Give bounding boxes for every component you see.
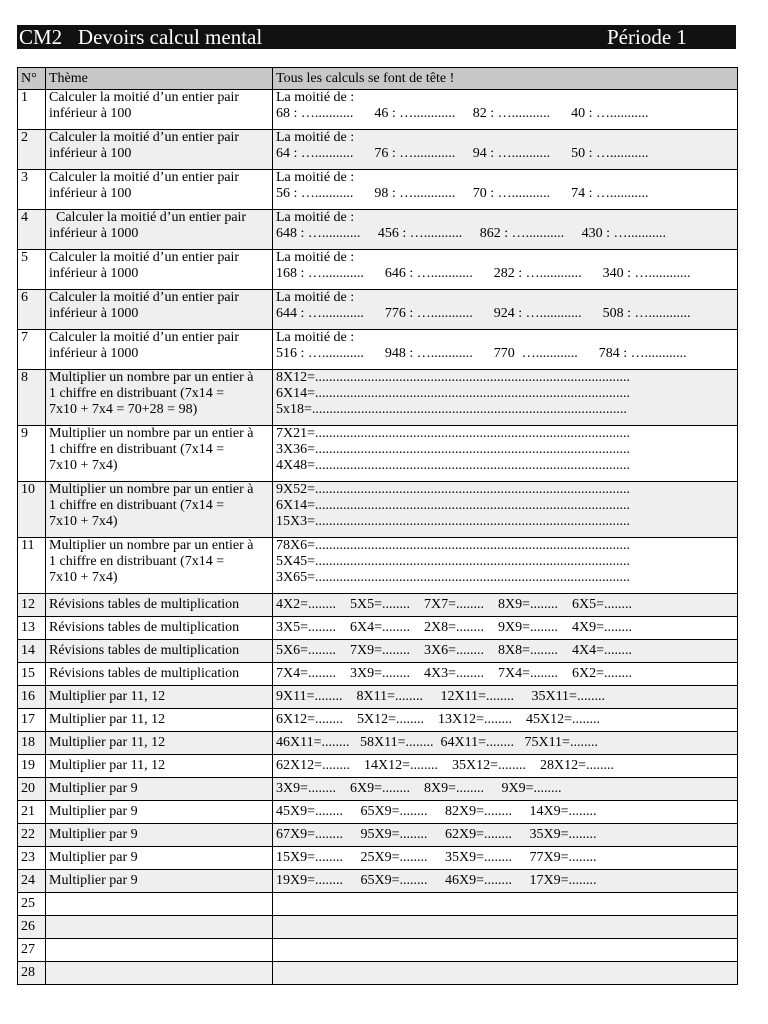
row-number: 18 xyxy=(18,732,46,755)
row-number: 20 xyxy=(18,778,46,801)
table-row xyxy=(18,250,738,290)
table-row xyxy=(18,640,738,663)
table-header-row xyxy=(18,68,738,90)
table-row xyxy=(18,170,738,210)
table-row xyxy=(18,709,738,732)
row-theme: Multiplier par 11, 12 xyxy=(46,732,273,755)
table-row xyxy=(18,732,738,755)
row-number: 22 xyxy=(18,824,46,847)
row-theme: Multiplier par 9 xyxy=(46,801,273,824)
row-calculations: 7X21=.......................................................................................... 3X36=.......................................................................................... 4X48=.......................................................................................... xyxy=(273,426,738,482)
table-row xyxy=(18,962,738,985)
row-number: 5 xyxy=(18,250,46,290)
row-calculations: 15X9=........ 25X9=........ 35X9=........ 77X9=........ xyxy=(273,847,738,870)
row-calculations: La moitié de : 644 : …............ 776 : …............ 924 : …............ 508 : …............ xyxy=(273,290,738,330)
table-body xyxy=(18,90,738,985)
row-calculations xyxy=(273,916,738,939)
row-calculations: 46X11=........ 58X11=........ 64X11=........ 75X11=........ xyxy=(273,732,738,755)
row-theme: Multiplier par 11, 12 xyxy=(46,709,273,732)
table-row xyxy=(18,870,738,893)
row-calculations: 9X52=.......................................................................................... 6X14=.......................................................................................... 15X3=.......................................................................................... xyxy=(273,482,738,538)
table-row xyxy=(18,370,738,426)
table-row xyxy=(18,90,738,130)
row-theme: Calculer la moitié d’un entier pair inférieur à 100 xyxy=(46,130,273,170)
table-row xyxy=(18,755,738,778)
row-calculations: 5X6=........ 7X9=........ 3X6=........ 8X8=........ 4X4=........ xyxy=(273,640,738,663)
page-header xyxy=(17,25,736,49)
row-number: 7 xyxy=(18,330,46,370)
row-number: 23 xyxy=(18,847,46,870)
row-number: 13 xyxy=(18,617,46,640)
table-row xyxy=(18,130,738,170)
row-theme: Calculer la moitié d’un entier pair inférieur à 1000 xyxy=(46,210,273,250)
row-calculations: La moitié de : 68 : …........... 46 : …............ 82 : …........... 40 : …........... xyxy=(273,90,738,130)
row-number: 11 xyxy=(18,538,46,594)
row-theme: Calculer la moitié d’un entier pair inférieur à 1000 xyxy=(46,250,273,290)
row-theme xyxy=(46,916,273,939)
row-number: 8 xyxy=(18,370,46,426)
row-theme: Multiplier par 11, 12 xyxy=(46,755,273,778)
row-number: 17 xyxy=(18,709,46,732)
row-number: 15 xyxy=(18,663,46,686)
row-calculations: 6X12=........ 5X12=........ 13X12=........ 45X12=........ xyxy=(273,709,738,732)
row-number: 16 xyxy=(18,686,46,709)
row-theme: Multiplier par 9 xyxy=(46,870,273,893)
row-number: 27 xyxy=(18,939,46,962)
table-row xyxy=(18,916,738,939)
row-calculations: 67X9=........ 95X9=........ 62X9=........ 35X9=........ xyxy=(273,824,738,847)
row-calculations: La moitié de : 168 : …............ 646 : …............ 282 : …............ 340 : …............ xyxy=(273,250,738,290)
row-number: 14 xyxy=(18,640,46,663)
row-number: 24 xyxy=(18,870,46,893)
table-row xyxy=(18,686,738,709)
row-number: 19 xyxy=(18,755,46,778)
row-calculations: La moitié de : 516 : …............ 948 : …............ 770 …............ 784 : …............ xyxy=(273,330,738,370)
table-row xyxy=(18,847,738,870)
page-title: CM2 Devoirs calcul mental xyxy=(19,25,263,49)
row-calculations: 8X12=.......................................................................................... 6X14=.......................................................................................... 5x18=.......................................................................................... xyxy=(273,370,738,426)
table-row xyxy=(18,893,738,916)
row-calculations xyxy=(273,893,738,916)
row-theme: Multiplier par 11, 12 xyxy=(46,686,273,709)
row-number: 4 xyxy=(18,210,46,250)
row-calculations: La moitié de : 648 : …........... 456 : …........... 862 : …........... 430 : …........... xyxy=(273,210,738,250)
row-theme: Calculer la moitié d’un entier pair inférieur à 1000 xyxy=(46,290,273,330)
table-row xyxy=(18,482,738,538)
period-label: Période 1 xyxy=(607,25,687,49)
row-theme xyxy=(46,893,273,916)
row-theme xyxy=(46,939,273,962)
row-calculations: 9X11=........ 8X11=........ 12X11=........ 35X11=........ xyxy=(273,686,738,709)
column-header-calculations: Tous les calculs se font de tête ! xyxy=(273,68,738,90)
row-theme: Multiplier un nombre par un entier à 1 chiffre en distribuant (7x14 = 7x10 + 7x4) xyxy=(46,426,273,482)
row-number: 25 xyxy=(18,893,46,916)
row-theme: Calculer la moitié d’un entier pair inférieur à 100 xyxy=(46,90,273,130)
row-theme: Multiplier par 9 xyxy=(46,778,273,801)
row-number: 21 xyxy=(18,801,46,824)
table-row xyxy=(18,290,738,330)
row-calculations: 62X12=........ 14X12=........ 35X12=........ 28X12=........ xyxy=(273,755,738,778)
table-row xyxy=(18,330,738,370)
row-theme xyxy=(46,962,273,985)
row-theme: Révisions tables de multiplication xyxy=(46,594,273,617)
row-theme: Multiplier un nombre par un entier à 1 chiffre en distribuant (7x14 = 7x10 + 7x4 = 70+28 = 98) xyxy=(46,370,273,426)
row-number: 1 xyxy=(18,90,46,130)
table-row xyxy=(18,939,738,962)
row-calculations xyxy=(273,939,738,962)
row-calculations: 45X9=........ 65X9=........ 82X9=........ 14X9=........ xyxy=(273,801,738,824)
table-row xyxy=(18,594,738,617)
row-theme: Calculer la moitié d’un entier pair inférieur à 1000 xyxy=(46,330,273,370)
row-calculations xyxy=(273,962,738,985)
table-row xyxy=(18,617,738,640)
row-number: 28 xyxy=(18,962,46,985)
row-calculations: 3X9=........ 6X9=........ 8X9=........ 9X9=........ xyxy=(273,778,738,801)
table-row xyxy=(18,426,738,482)
row-theme: Multiplier par 9 xyxy=(46,847,273,870)
row-calculations: 78X6=.......................................................................................... 5X45=.......................................................................................... 3X65=.......................................................................................... xyxy=(273,538,738,594)
column-header-number: N° xyxy=(18,68,46,90)
row-theme: Multiplier par 9 xyxy=(46,824,273,847)
row-number: 6 xyxy=(18,290,46,330)
row-calculations: 7X4=........ 3X9=........ 4X3=........ 7X4=........ 6X2=........ xyxy=(273,663,738,686)
table-row xyxy=(18,210,738,250)
row-calculations: 4X2=........ 5X5=........ 7X7=........ 8X9=........ 6X5=........ xyxy=(273,594,738,617)
row-theme: Révisions tables de multiplication xyxy=(46,640,273,663)
row-number: 3 xyxy=(18,170,46,210)
row-number: 10 xyxy=(18,482,46,538)
row-theme: Multiplier un nombre par un entier à 1 chiffre en distribuant (7x14 = 7x10 + 7x4) xyxy=(46,482,273,538)
table-row xyxy=(18,778,738,801)
row-number: 26 xyxy=(18,916,46,939)
table-row xyxy=(18,801,738,824)
row-calculations: 3X5=........ 6X4=........ 2X8=........ 9X9=........ 4X9=........ xyxy=(273,617,738,640)
row-calculations: 19X9=........ 65X9=........ 46X9=........ 17X9=........ xyxy=(273,870,738,893)
row-number: 2 xyxy=(18,130,46,170)
row-calculations: La moitié de : 56 : …........... 98 : …............ 70 : …........... 74 : …........... xyxy=(273,170,738,210)
row-theme: Calculer la moitié d’un entier pair inférieur à 100 xyxy=(46,170,273,210)
row-number: 12 xyxy=(18,594,46,617)
table-row xyxy=(18,663,738,686)
column-header-theme: Thème xyxy=(46,68,273,90)
table-row xyxy=(18,538,738,594)
row-theme: Révisions tables de multiplication xyxy=(46,617,273,640)
homework-table xyxy=(17,67,738,985)
row-theme: Multiplier un nombre par un entier à 1 chiffre en distribuant (7x14 = 7x10 + 7x4) xyxy=(46,538,273,594)
row-theme: Révisions tables de multiplication xyxy=(46,663,273,686)
table-row xyxy=(18,824,738,847)
row-number: 9 xyxy=(18,426,46,482)
row-calculations: La moitié de : 64 : …........... 76 : …............ 94 : …........... 50 : …........... xyxy=(273,130,738,170)
